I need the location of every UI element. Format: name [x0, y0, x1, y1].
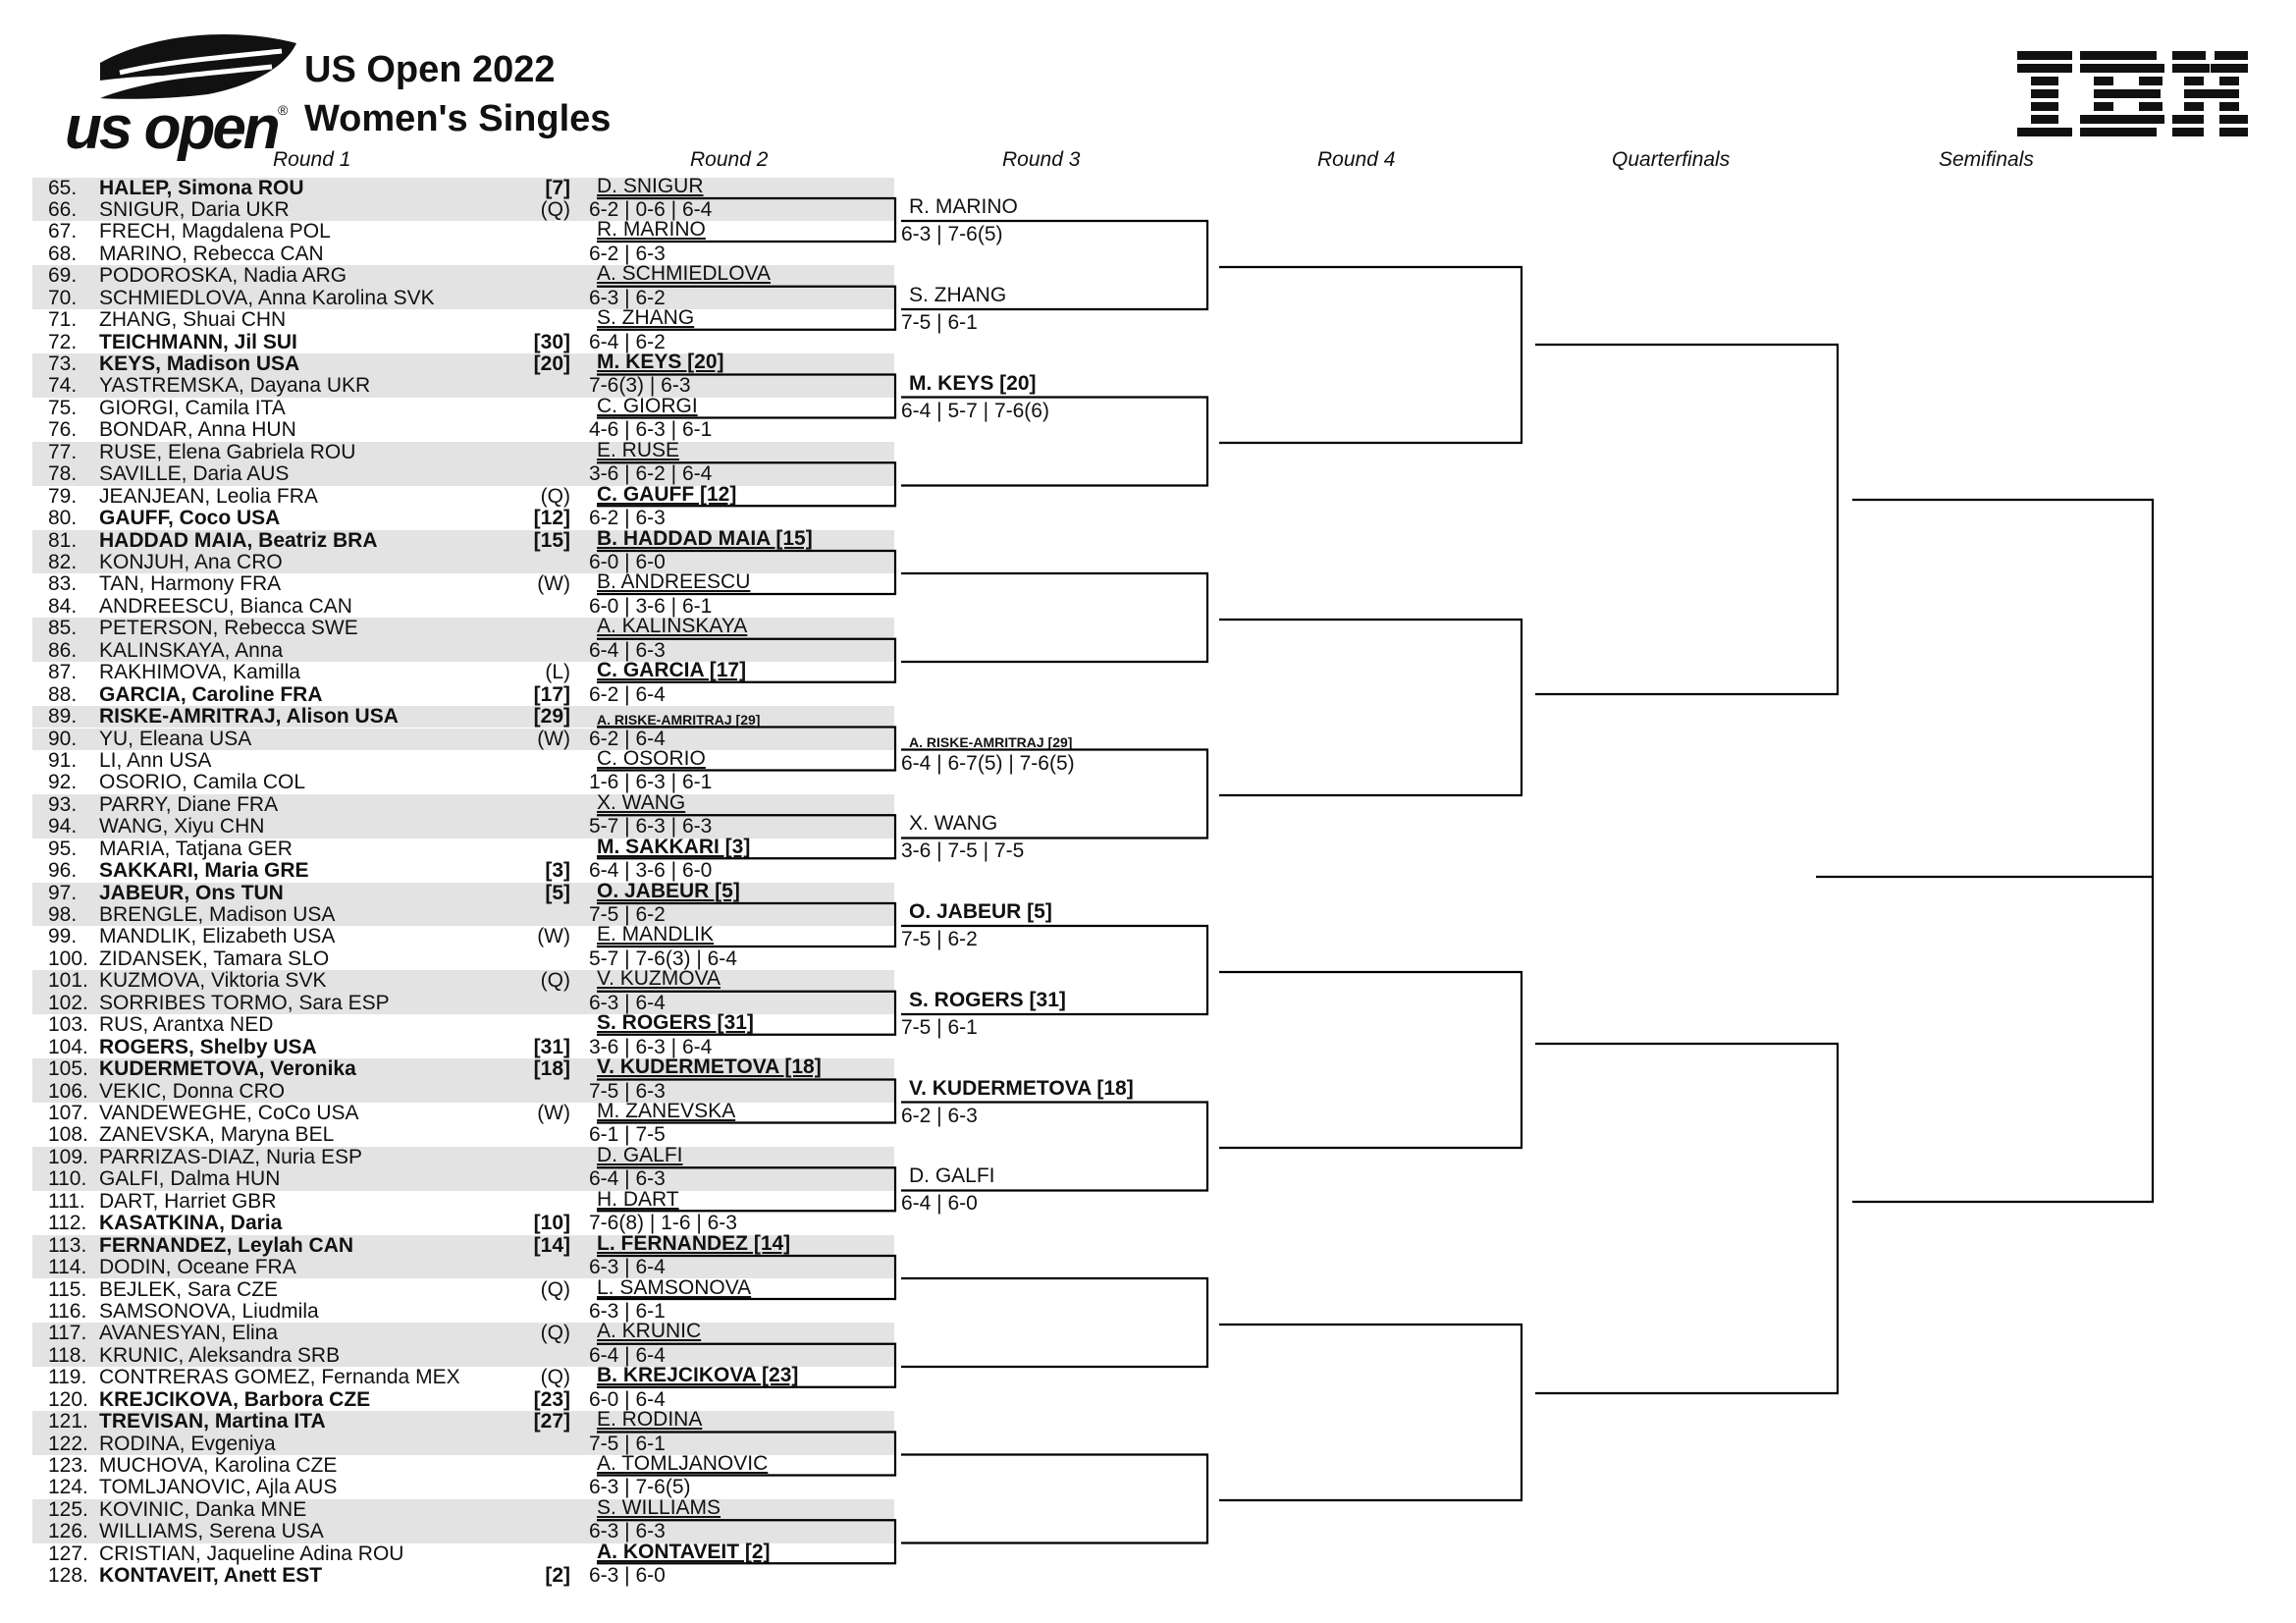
page-subtitle: Women's Singles: [304, 98, 612, 139]
bracket-connector: [1219, 972, 1522, 1148]
player-name: OSORIO, Camila COL: [99, 771, 306, 794]
player-seed: (Q): [540, 1277, 570, 1301]
round2-score: 6-4 | 6-3: [589, 1167, 666, 1191]
bracket-connector: [597, 1433, 895, 1476]
draw-number: 127.: [48, 1542, 88, 1565]
bracket-connector: [901, 221, 1207, 309]
player-seed: [3]: [545, 859, 570, 883]
player-seed: [31]: [533, 1035, 570, 1058]
draw-number: 66.: [48, 197, 78, 221]
round2-winner: S. ROGERS [31]: [597, 1011, 754, 1035]
round2-winner: A. KONTAVEIT [2]: [597, 1540, 771, 1563]
player-name: FERNANDEZ, Leylah CAN: [99, 1233, 354, 1257]
player-name: TOMLJANOVIC, Ajla AUS: [99, 1476, 338, 1499]
draw-number: 96.: [48, 859, 78, 883]
player-seed: [14]: [533, 1233, 570, 1257]
draw-number: 106.: [48, 1079, 88, 1103]
player-name: MARIA, Tatjana GER: [99, 837, 293, 860]
player-seed: [10]: [533, 1212, 570, 1235]
player-name: JABEUR, Ons TUN: [99, 881, 284, 904]
player-name: FRECH, Magdalena POL: [99, 220, 331, 243]
player-name: ROGERS, Shelby USA: [99, 1035, 317, 1058]
quarterfinals-header: Quarterfinals: [1612, 148, 1731, 171]
player-name: WILLIAMS, Serena USA: [99, 1520, 324, 1543]
round2-score: 4-6 | 6-3 | 6-1: [589, 418, 713, 442]
draw-number: 83.: [48, 572, 78, 596]
player-seed: (Q): [540, 484, 570, 508]
player-name: SAKKARI, Maria GRE: [99, 859, 309, 883]
player-seed: (W): [537, 572, 570, 596]
draw-number: 91.: [48, 748, 78, 772]
draw-number: 123.: [48, 1454, 88, 1478]
round2-score: 7-5 | 6-3: [589, 1079, 666, 1103]
player-seed: [15]: [533, 528, 570, 552]
round2-winner: V. KUDERMETOVA [18]: [597, 1055, 822, 1079]
draw-number: 102.: [48, 991, 88, 1014]
round2-winner: V. KUZMOVA: [597, 967, 721, 991]
draw-number: 86.: [48, 638, 78, 662]
round2-score: 7-5 | 6-1: [589, 1432, 666, 1455]
bracket-connector: [597, 287, 895, 330]
player-name: PETERSON, Rebecca SWE: [99, 617, 358, 640]
round1-header: Round 1: [273, 148, 351, 171]
draw-number: 113.: [48, 1233, 87, 1257]
draw-number: 110.: [48, 1167, 87, 1191]
draw-number: 128.: [48, 1564, 88, 1588]
bracket-connector: [1535, 1044, 1838, 1393]
round2-winner: X. WANG: [597, 790, 686, 814]
round2-winner: B. HADDAD MAIA [15]: [597, 526, 813, 550]
player-seed: [17]: [533, 682, 570, 706]
bracket-connector: [1535, 345, 1838, 694]
round3-winner: X. WANG: [909, 812, 998, 836]
round2-winner: E. MANDLIK: [597, 923, 715, 947]
bracket-connector: [597, 551, 895, 594]
round2-winner: L. FERNANDEZ [14]: [597, 1231, 791, 1255]
round2-score: 6-4 | 6-4: [589, 1343, 666, 1367]
player-name: PARRY, Diane FRA: [99, 792, 279, 816]
round2-winner: L. SAMSONOVA: [597, 1275, 752, 1299]
player-name: AVANESYAN, Elina: [99, 1322, 279, 1345]
draw-number: 100.: [48, 947, 88, 970]
round2-score: 6-1 | 7-5: [589, 1123, 666, 1147]
draw-number: 122.: [48, 1432, 88, 1455]
bracket-connector: [597, 1344, 895, 1387]
player-name: RUS, Arantxa NED: [99, 1013, 274, 1037]
draw-number: 67.: [48, 220, 78, 243]
bracket-connector: [597, 639, 895, 682]
round2-score: 7-6(3) | 6-3: [589, 374, 691, 398]
round2-winner: E. RUSE: [597, 438, 680, 461]
draw-number: 97.: [48, 881, 78, 904]
player-name: VEKIC, Donna CRO: [99, 1079, 286, 1103]
draw-number: 111.: [48, 1189, 85, 1213]
draw-number: 119.: [48, 1366, 87, 1389]
round2-winner: B. ANDREESCU: [597, 570, 751, 594]
round2-score: 6-3 | 6-4: [589, 991, 666, 1014]
player-name: RAKHIMOVA, Kamilla: [99, 661, 300, 684]
round2-winner: M. SAKKARI [3]: [597, 835, 751, 858]
round2-score: 6-4 | 6-2: [589, 330, 666, 353]
player-seed: [20]: [533, 352, 570, 376]
player-name: KALINSKAYA, Anna: [99, 638, 284, 662]
player-name: KEYS, Madison USA: [99, 352, 300, 376]
round3-header: Round 3: [1002, 148, 1081, 171]
draw-number: 74.: [48, 374, 78, 398]
round2-winner: A. RISKE-AMRITRAJ [29]: [597, 712, 761, 729]
round3-winner: D. GALFI: [909, 1164, 995, 1188]
draw-number: 114.: [48, 1256, 87, 1279]
draw-number: 118.: [48, 1343, 87, 1367]
round2-winner: C. GARCIA [17]: [597, 659, 747, 682]
player-name: RODINA, Evgeniya: [99, 1432, 276, 1455]
round2-winner: R. MARINO: [597, 218, 706, 242]
draw-number: 120.: [48, 1387, 88, 1411]
player-name: PODOROSKA, Nadia ARG: [99, 264, 347, 288]
round2-score: 6-0 | 6-0: [589, 550, 666, 573]
round2-score: 6-2 | 6-4: [589, 682, 666, 706]
player-seed: [29]: [533, 705, 570, 729]
round2-score: 5-7 | 7-6(3) | 6-4: [589, 947, 737, 970]
round2-winner: H. DART: [597, 1187, 679, 1211]
bracket-connector: [901, 926, 1207, 1014]
player-name: BRENGLE, Madison USA: [99, 903, 336, 927]
bracket-connector: [597, 1256, 895, 1299]
player-name: KRUNIC, Aleksandra SRB: [99, 1343, 341, 1367]
draw-number: 125.: [48, 1497, 88, 1521]
round3-winner: S. ZHANG: [909, 283, 1007, 306]
draw-number: 107.: [48, 1101, 88, 1124]
player-name: TAN, Harmony FRA: [99, 572, 282, 596]
round2-winner: C. OSORIO: [597, 746, 706, 770]
draw-number: 90.: [48, 727, 78, 750]
player-name: CONTRERAS GOMEZ, Fernanda MEX: [99, 1366, 460, 1389]
player-seed: [23]: [533, 1387, 570, 1411]
bracket-connector: [901, 1278, 1207, 1367]
draw-number: 101.: [48, 969, 88, 993]
player-name: YASTREMSKA, Dayana UKR: [99, 374, 371, 398]
draw-number: 85.: [48, 617, 78, 640]
round2-score: 6-2 | 6-3: [589, 507, 666, 530]
semifinals-header: Semifinals: [1939, 148, 2034, 171]
round2-score: 3-6 | 6-2 | 6-4: [589, 462, 713, 486]
bracket-connector: [597, 903, 895, 947]
round3-score: 6-4 | 6-0: [901, 1192, 978, 1216]
bracket-connector: [1219, 267, 1522, 443]
player-name: KREJCIKOVA, Barbora CZE: [99, 1387, 371, 1411]
round2-header: Round 2: [690, 148, 769, 171]
bracket-connector: [597, 992, 895, 1035]
player-name: HADDAD MAIA, Beatriz BRA: [99, 528, 378, 552]
draw-number: 77.: [48, 440, 78, 463]
bracket-connector: [597, 815, 895, 858]
player-name: SAVILLE, Daria AUS: [99, 462, 290, 486]
draw-number: 76.: [48, 418, 78, 442]
player-seed: (W): [537, 727, 570, 750]
round3-score: 6-4 | 5-7 | 7-6(6): [901, 399, 1049, 422]
round2-score: 6-3 | 6-1: [589, 1299, 666, 1323]
player-name: TEICHMANN, Jil SUI: [99, 330, 297, 353]
round2-score: 6-2 | 0-6 | 6-4: [589, 197, 713, 221]
round2-winner: A. SCHMIEDLOVA: [597, 262, 771, 286]
round3-winner: M. KEYS [20]: [909, 371, 1037, 395]
draw-number: 112.: [48, 1212, 87, 1235]
player-seed: (Q): [540, 197, 570, 221]
bracket-connector: [901, 573, 1207, 662]
round2-score: 6-3 | 6-4: [589, 1256, 666, 1279]
player-name: SAMSONOVA, Liudmila: [99, 1299, 319, 1323]
draw-number: 80.: [48, 507, 78, 530]
player-name: KOVINIC, Danka MNE: [99, 1497, 307, 1521]
round2-winner: S. ZHANG: [597, 306, 695, 330]
player-seed: [30]: [533, 330, 570, 353]
player-seed: (Q): [540, 1366, 570, 1389]
round2-winner: A. TOMLJANOVIC: [597, 1452, 769, 1476]
bracket-connector: [597, 1167, 895, 1211]
player-name: DODIN, Oceane FRA: [99, 1256, 296, 1279]
bracket-connector: [597, 375, 895, 418]
round2-score: 6-4 | 6-3: [589, 638, 666, 662]
player-name: GAUFF, Coco USA: [99, 507, 281, 530]
round2-winner: O. JABEUR [5]: [597, 879, 740, 902]
round3-winner: S. ROGERS [31]: [909, 988, 1066, 1011]
round2-score: 6-3 | 6-3: [589, 1520, 666, 1543]
round2-winner: B. KREJCIKOVA [23]: [597, 1364, 799, 1387]
draw-number: 78.: [48, 462, 78, 486]
player-seed: (Q): [540, 1322, 570, 1345]
player-name: MUCHOVA, Karolina CZE: [99, 1454, 338, 1478]
draw-number: 99.: [48, 925, 78, 948]
player-name: ZHANG, Shuai CHN: [99, 308, 287, 332]
round3-score: 7-5 | 6-1: [901, 310, 978, 334]
round3-winner: R. MARINO: [909, 195, 1018, 218]
draw-number: 79.: [48, 484, 78, 508]
page-title: US Open 2022: [304, 49, 556, 90]
draw-number: 116.: [48, 1299, 87, 1323]
player-name: ZIDANSEK, Tamara SLO: [99, 947, 330, 970]
player-seed: [5]: [545, 881, 570, 904]
draw-number: 109.: [48, 1145, 88, 1168]
player-name: KUZMOVA, Viktoria SVK: [99, 969, 327, 993]
player-name: ZANEVSKA, Maryna BEL: [99, 1123, 335, 1147]
us-open-wordmark: us open: [65, 94, 278, 162]
draw-number: 84.: [48, 594, 78, 618]
round3-score: 7-5 | 6-2: [901, 928, 978, 950]
round2-score: 7-5 | 6-2: [589, 903, 666, 927]
draw-number: 108.: [48, 1123, 88, 1147]
player-name: HALEP, Simona ROU: [99, 176, 304, 199]
player-name: SORRIBES TORMO, Sara ESP: [99, 991, 390, 1014]
player-name: PARRIZAS-DIAZ, Nuria ESP: [99, 1145, 362, 1168]
draw-number: 81.: [48, 528, 78, 552]
bracket-connector: [1219, 620, 1522, 795]
player-name: GALFI, Dalma HUN: [99, 1167, 281, 1191]
player-name: MARINO, Rebecca CAN: [99, 242, 324, 265]
player-name: CRISTIAN, Jaqueline Adina ROU: [99, 1542, 404, 1565]
draw-number: 93.: [48, 792, 78, 816]
player-name: YU, Eleana USA: [99, 727, 252, 750]
round2-winner: S. WILLIAMS: [597, 1495, 721, 1519]
bracket-connector: [1852, 500, 2153, 1202]
bracket-connector: [901, 398, 1207, 486]
player-name: JEANJEAN, Leolia FRA: [99, 484, 318, 508]
round2-winner: A. KRUNIC: [597, 1320, 702, 1343]
draw-number: 126.: [48, 1520, 88, 1543]
player-seed: [27]: [533, 1410, 570, 1434]
bracket-connector: [1219, 1325, 1522, 1500]
round2-winner: D. GALFI: [597, 1143, 683, 1166]
draw-number: 69.: [48, 264, 78, 288]
player-seed: (L): [545, 661, 570, 684]
bracket-connector: [597, 728, 895, 771]
draw-number: 82.: [48, 550, 78, 573]
round2-score: 6-3 | 6-0: [589, 1564, 666, 1588]
player-name: ANDREESCU, Bianca CAN: [99, 594, 352, 618]
player-seed: [18]: [533, 1057, 570, 1081]
player-name: BEJLEK, Sara CZE: [99, 1277, 279, 1301]
round2-score: 6-4 | 3-6 | 6-0: [589, 859, 713, 883]
bracket-connector: [597, 198, 895, 242]
draw-number: 104.: [48, 1035, 88, 1058]
bracket-connector: [597, 462, 895, 506]
draw-number: 105.: [48, 1057, 88, 1081]
bracket-connector: [901, 1103, 1207, 1191]
round2-winner: M. KEYS [20]: [597, 351, 724, 374]
round3-winner: O. JABEUR [5]: [909, 900, 1052, 923]
round2-score: 6-3 | 6-2: [589, 286, 666, 309]
player-name: TREVISAN, Martina ITA: [99, 1410, 326, 1434]
player-name: GARCIA, Caroline FRA: [99, 682, 323, 706]
bracket-connector: [901, 1455, 1207, 1543]
round4-header: Round 4: [1317, 148, 1396, 171]
round2-score: 5-7 | 6-3 | 6-3: [589, 815, 713, 839]
round2-winner: D. SNIGUR: [597, 174, 704, 197]
player-name: KUDERMETOVA, Veronika: [99, 1057, 356, 1081]
player-seed: [7]: [545, 176, 570, 199]
round3-score: 7-5 | 6-1: [901, 1015, 978, 1039]
player-name: MANDLIK, Elizabeth USA: [99, 925, 336, 948]
player-name: KONTAVEIT, Anett EST: [99, 1564, 323, 1588]
bracket-connector: [597, 1080, 895, 1123]
draw-number: 88.: [48, 682, 78, 706]
round3-score: 6-4 | 6-7(5) | 7-6(5): [901, 751, 1075, 775]
round2-score: 6-0 | 6-4: [589, 1387, 666, 1411]
round2-score: 1-6 | 6-3 | 6-1: [589, 771, 713, 794]
player-name: GIORGI, Camila ITA: [99, 396, 286, 419]
round2-score: 6-2 | 6-3: [589, 242, 666, 265]
player-seed: (W): [537, 1101, 570, 1124]
draw-number: 75.: [48, 396, 78, 419]
round3-winner: A. RISKE-AMRITRAJ [29]: [909, 733, 1073, 750]
draw-number: 121.: [48, 1410, 88, 1434]
player-name: KONJUH, Ana CRO: [99, 550, 283, 573]
player-name: SCHMIEDLOVA, Anna Karolina SVK: [99, 286, 435, 309]
draw-number: 117.: [48, 1322, 87, 1345]
draw-number: 70.: [48, 286, 78, 309]
draw-number: 73.: [48, 352, 78, 376]
registered-mark: ®: [278, 102, 289, 118]
round2-winner: E. RODINA: [597, 1408, 703, 1432]
draw-number: 98.: [48, 903, 78, 927]
draw-number: 92.: [48, 771, 78, 794]
player-name: RUSE, Elena Gabriela ROU: [99, 440, 356, 463]
round2-score: 6-0 | 3-6 | 6-1: [589, 594, 713, 618]
bracket-connector: [901, 750, 1207, 839]
draw-number: 68.: [48, 242, 78, 265]
round2-winner: C. GIORGI: [597, 394, 698, 417]
draw-number: 87.: [48, 661, 78, 684]
player-name: LI, Ann USA: [99, 748, 212, 772]
draw-number: 65.: [48, 176, 78, 199]
bracket-connector: [597, 1520, 895, 1563]
player-seed: (W): [537, 925, 570, 948]
player-name: KASATKINA, Daria: [99, 1212, 283, 1235]
draw-number: 115.: [48, 1277, 87, 1301]
round3-score: 6-3 | 7-6(5): [901, 223, 1003, 245]
round2-score: 6-2 | 6-4: [589, 727, 666, 750]
round3-winner: V. KUDERMETOVA [18]: [909, 1076, 1134, 1100]
round2-score: 6-3 | 7-6(5): [589, 1476, 691, 1499]
draw-number: 94.: [48, 815, 78, 839]
player-name: SNIGUR, Daria UKR: [99, 197, 290, 221]
round3-score: 3-6 | 7-5 | 7-5: [901, 839, 1025, 863]
round2-score: 3-6 | 6-3 | 6-4: [589, 1035, 713, 1058]
draw-number: 89.: [48, 705, 78, 729]
player-name: VANDEWEGHE, CoCo USA: [99, 1101, 359, 1124]
round3-score: 6-2 | 6-3: [901, 1104, 978, 1127]
draw-number: 103.: [48, 1013, 88, 1037]
player-name: BONDAR, Anna HUN: [99, 418, 296, 442]
player-seed: [2]: [545, 1564, 570, 1588]
draw-number: 72.: [48, 330, 78, 353]
player-seed: [12]: [533, 507, 570, 530]
player-seed: (Q): [540, 969, 570, 993]
player-name: DART, Harriet GBR: [99, 1189, 277, 1213]
round2-score: 7-6(8) | 1-6 | 6-3: [589, 1212, 737, 1235]
player-name: RISKE-AMRITRAJ, Alison USA: [99, 705, 399, 729]
draw-number: 95.: [48, 837, 78, 860]
round2-winner: M. ZANEVSKA: [597, 1099, 736, 1122]
round2-winner: A. KALINSKAYA: [597, 615, 748, 638]
draw-number: 124.: [48, 1476, 88, 1499]
draw-number: 71.: [48, 308, 78, 332]
round2-winner: C. GAUFF [12]: [597, 482, 737, 506]
player-name: WANG, Xiyu CHN: [99, 815, 265, 839]
